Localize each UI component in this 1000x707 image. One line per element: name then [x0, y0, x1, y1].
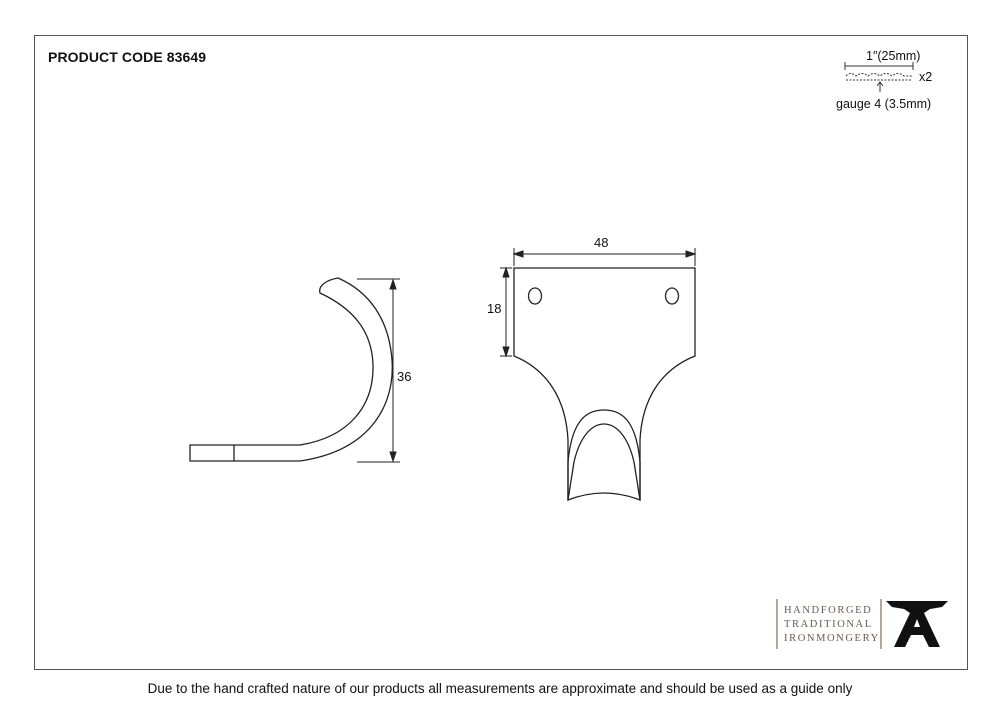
- plate-height-dimension-line: [500, 268, 512, 356]
- footer-disclaimer: Due to the hand crafted nature of our products all measurements are approximate and should be used as a guide only: [147, 681, 853, 696]
- hook-side-view: [190, 278, 392, 461]
- anvil-a-icon: [886, 597, 948, 653]
- screw-icon: [845, 62, 913, 92]
- product-code: PRODUCT CODE 83649: [48, 49, 207, 65]
- brand-line-ironmongery: IRONMONGERY: [784, 633, 880, 644]
- width-dimension-line: [514, 248, 695, 266]
- brand-line-traditional: TRADITIONAL: [784, 619, 873, 630]
- brand-line-handforged: HANDFORGED: [784, 605, 873, 616]
- brand-divider-left: [776, 599, 778, 649]
- screw-length-label: 1″(25mm): [866, 49, 921, 63]
- brand-logo: [776, 597, 956, 652]
- front-width-label: 48: [594, 235, 609, 250]
- brand-divider-right: [880, 599, 882, 649]
- plate-height-label: 18: [487, 301, 502, 316]
- side-height-label: 36: [397, 369, 412, 384]
- screw-gauge-label: gauge 4 (3.5mm): [836, 97, 932, 111]
- screw-hole-left: [529, 288, 542, 304]
- hook-front-view: [514, 268, 695, 500]
- screw-hole-right: [666, 288, 679, 304]
- screw-quantity-label: x2: [919, 70, 933, 84]
